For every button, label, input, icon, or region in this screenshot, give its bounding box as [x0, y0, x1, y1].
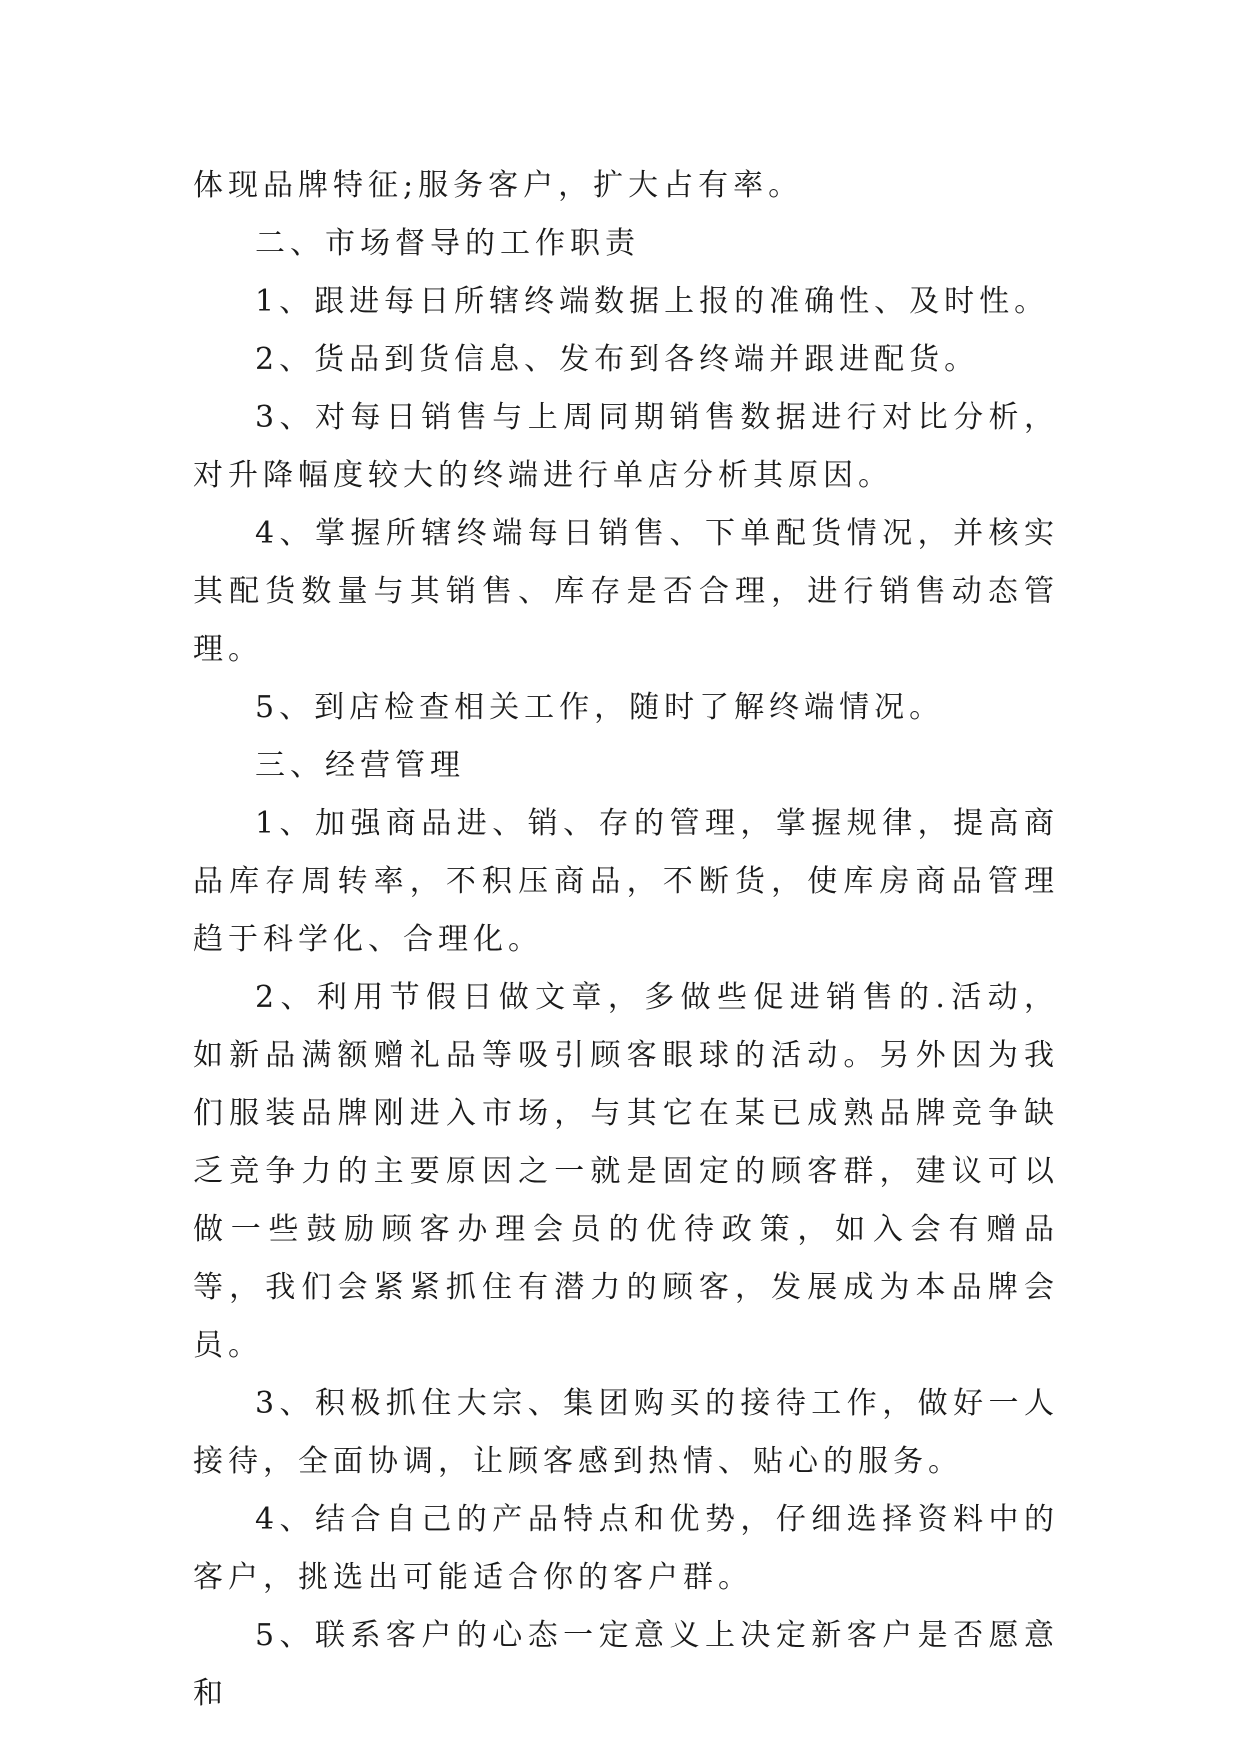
document-page	[193, 157, 1059, 1723]
paragraph-5: 3、对每日销售与上周同期销售数据进行对比分析，对升降幅度较大的终端进行单店分析其原因。	[193, 400, 1059, 493]
paragraph-3: 1、跟进每日所辖终端数据上报的准确性、及时性。	[255, 284, 1050, 319]
paragraph-10: 2、利用节假日做文章，多做些促进销售的.活动，如新品满额赠礼品等吸引顾客眼球的活动。另外因为我们服装品牌刚进入市场，与其它在某已成熟品牌竞争缺乏竞争力的主要原因之一就是固定的顾客群，建议可以做一些鼓励顾客办理会员的优待政策，如入会有赠品等，我们会紧紧抓住有潜力的顾客，发展成为本品牌会员。	[193, 980, 1059, 1363]
paragraph-11: 3、积极抓住大宗、集团购买的接待工作，做好一人接待，全面协调，让顾客感到热情、贴心的服务。	[193, 1386, 1059, 1479]
paragraph-12: 4、结合自己的产品特点和优势，仔细选择资料中的客户，挑选出可能适合你的客户群。	[193, 1502, 1059, 1595]
section-heading-2: 二、市场督导的工作职责	[255, 226, 640, 261]
paragraph-13: 5、联系客户的心态一定意义上决定新客户是否愿意和	[193, 1618, 1059, 1711]
paragraph-9: 1、加强商品进、销、存的管理，掌握规律，提高商品库存周转率，不积压商品，不断货，使库房商品管理趋于科学化、合理化。	[193, 806, 1059, 957]
section-heading-3: 三、经营管理	[255, 748, 465, 783]
paragraph-6: 4、掌握所辖终端每日销售、下单配货情况，并核实其配货数量与其销售、库存是否合理，进行销售动态管理。	[193, 516, 1059, 667]
paragraph-4: 2、货品到货信息、发布到各终端并跟进配货。	[255, 342, 980, 377]
paragraph-7: 5、到店检查相关工作，随时了解终端情况。	[255, 690, 945, 725]
paragraph-1: 体现品牌特征;服务客户，扩大占有率。	[193, 168, 804, 203]
